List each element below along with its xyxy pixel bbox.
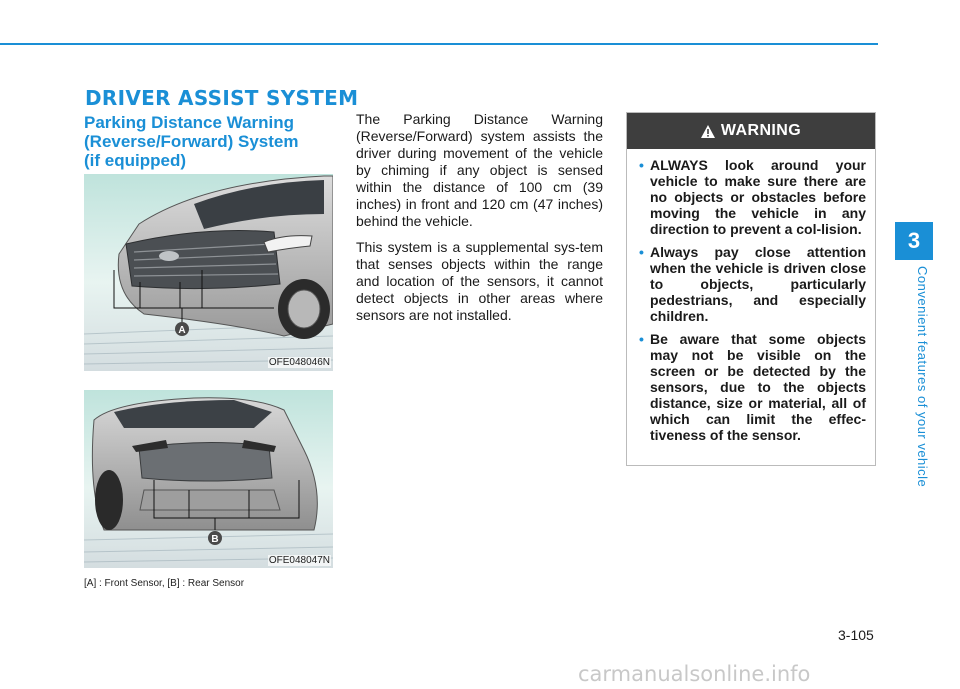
warning-list (627, 149, 875, 443)
figure-caption: [A] : Front Sensor, [B] : Rear Sensor (84, 578, 245, 589)
body-text (356, 111, 603, 333)
subsection-title-line-2: (Reverse/Forward) System (84, 132, 299, 151)
warning-triangle-icon (701, 125, 715, 138)
rear-car-illustration (84, 390, 333, 568)
rear-sensor-figure (84, 390, 333, 587)
bullet-icon: • (639, 157, 644, 173)
front-car-illustration (84, 174, 333, 371)
warning-item: • Be aware that some objects may not be visible on the screen or be detected by the sensors, due to the objects distance, size or material, all of which can limit the effec-tiveness of the sensor. (639, 331, 866, 443)
rear-figure-code: OFE048047N (268, 555, 330, 566)
page-number: 3-105 (838, 627, 874, 643)
bullet-icon: • (639, 244, 644, 260)
warning-item: • Always pay close attention when the vehicle is driven close to objects, particularly pedestrians, and especially children. (639, 244, 866, 324)
rear-sensor-marker-label: B (211, 534, 219, 545)
bullet-icon: • (639, 331, 644, 347)
warning-header (627, 113, 875, 149)
warning-item: • ALWAYS look around your vehicle to make sure there are no objects or obstacles before moving the vehicle in any direction to prevent a col-lision. (639, 157, 866, 237)
chapter-tab: 3 (895, 222, 933, 260)
subsection-title-line-1: Parking Distance Warning (84, 113, 295, 132)
warning-box (626, 112, 876, 466)
front-figure-code: OFE048046N (268, 357, 330, 368)
body-paragraph-2: This system is a supplemental sys-tem that senses objects within the range and location of the sensors, it cannot detect objects in other areas where sensors are not installed. (356, 239, 603, 323)
subsection-title (84, 113, 344, 170)
section-title: DRIVER ASSIST SYSTEM (85, 86, 359, 110)
watermark: carmanualsonline.info (578, 662, 811, 686)
header-rule (0, 43, 878, 45)
chapter-title: Convenient features of your vehicle (915, 266, 930, 488)
front-sensor-figure (84, 174, 333, 371)
front-sensor-marker-label: A (178, 325, 186, 336)
body-paragraph-1: The Parking Distance Warning (Reverse/Forward) system assists the driver during movement of the vehicle by chiming if any object is sensed within the distance of 100 cm (39 inches) in front and 120 cm (47 inches) behind the vehicle. (356, 111, 603, 229)
warning-title: WARNING (720, 122, 802, 139)
chapter-label (914, 266, 932, 496)
subsection-title-line-3: (if equipped) (84, 151, 186, 170)
